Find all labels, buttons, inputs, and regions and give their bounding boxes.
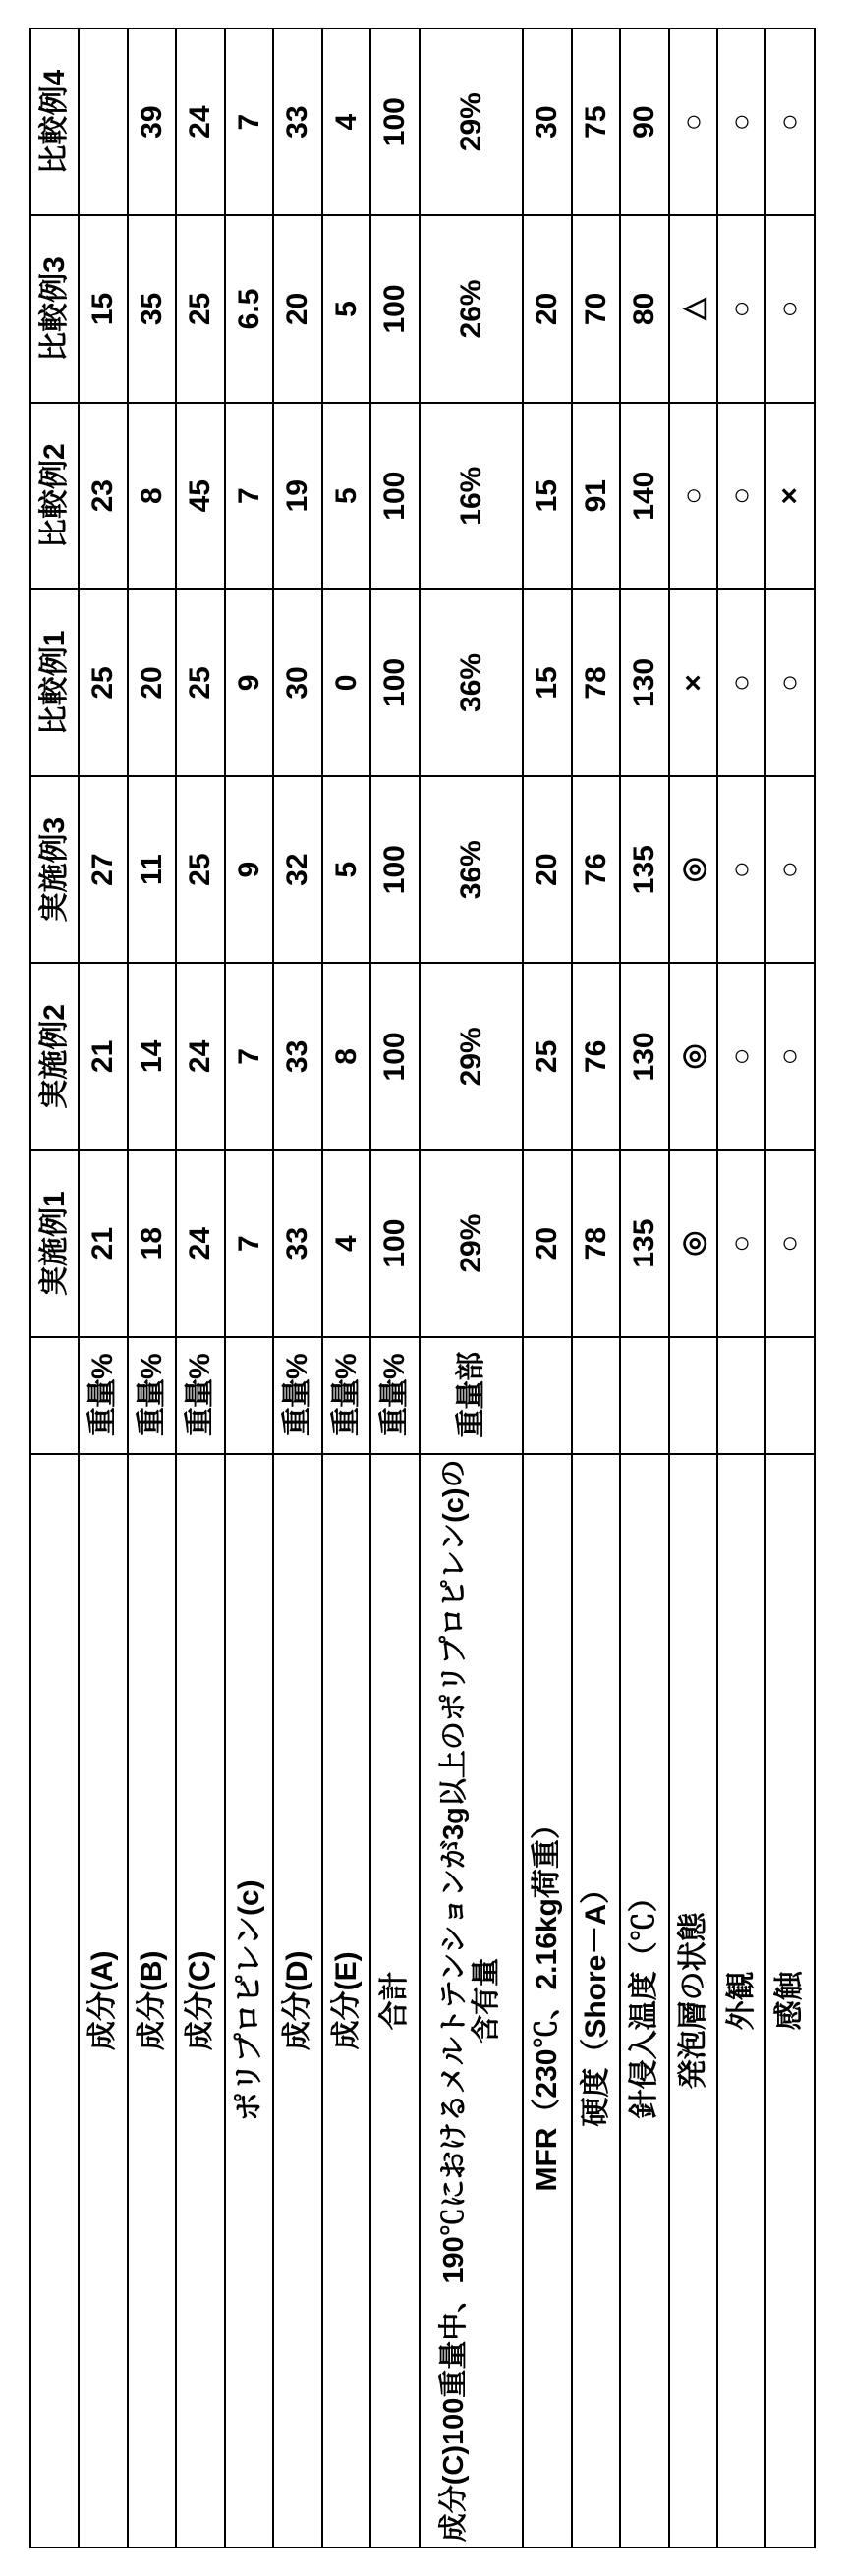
cell: 7 (225, 28, 273, 215)
rating-symbol: ○ (765, 215, 815, 402)
row-unit: 重量% (79, 1337, 127, 1454)
rating-symbol: ○ (765, 589, 815, 776)
column-header-example-3: 実施例3 (30, 776, 79, 963)
row-unit: 重量% (370, 1337, 419, 1454)
row-unit: 重量% (322, 1337, 370, 1454)
cell: 76 (572, 776, 620, 963)
table-row (273, 28, 321, 2548)
cell: 20 (273, 215, 321, 402)
cell: 27 (79, 776, 127, 963)
row-label: ポリプロピレン(c) (225, 1454, 273, 2548)
cell: 45 (176, 403, 224, 589)
cell: 0 (322, 589, 370, 776)
cell: 5 (322, 403, 370, 589)
rating-symbol: ○ (765, 1150, 815, 1337)
cell: 39 (128, 28, 176, 215)
row-unit: 重量% (128, 1337, 176, 1454)
cell: 30 (273, 589, 321, 776)
row-label: 外観 (717, 1454, 765, 2548)
rating-symbol: △ (669, 215, 717, 402)
cell: 33 (273, 963, 321, 1149)
cell: 91 (572, 403, 620, 589)
rating-symbol: ○ (669, 403, 717, 589)
rating-symbol: ○ (765, 776, 815, 963)
row-label: 成分(A) (79, 1454, 127, 2548)
cell: 130 (620, 963, 668, 1149)
cell: 4 (322, 1150, 370, 1337)
table-header-row (30, 28, 79, 2548)
table-row (225, 28, 273, 2548)
row-label: 硬度（Shore－A） (572, 1454, 620, 2548)
cell: 130 (620, 589, 668, 776)
cell: 36% (420, 589, 523, 776)
rating-symbol: ○ (717, 1150, 765, 1337)
table-row-foam-state (669, 28, 717, 2548)
cell: 75 (572, 28, 620, 215)
cell: 100 (370, 215, 419, 402)
cell: 80 (620, 215, 668, 402)
row-label: 成分(C)100重量中、190℃におけるメルトテンションが3g以上のポリプロピレン(c)の含有量 (420, 1454, 523, 2548)
row-unit (225, 1337, 273, 1454)
cell: 6.5 (225, 215, 273, 402)
row-label: 感触 (765, 1454, 815, 2548)
row-unit (765, 1337, 815, 1454)
rating-symbol: ◎ (669, 963, 717, 1149)
row-label: MFR（230℃、2.16kg荷重） (523, 1454, 571, 2548)
cell: 25 (176, 215, 224, 402)
cell: 70 (572, 215, 620, 402)
cell: 100 (370, 28, 419, 215)
rating-symbol: × (669, 589, 717, 776)
rating-symbol: ○ (717, 963, 765, 1149)
cell: 9 (225, 776, 273, 963)
cell: 140 (620, 403, 668, 589)
cell: 20 (523, 776, 571, 963)
cell: 78 (572, 589, 620, 776)
cell: 25 (176, 776, 224, 963)
cell: 29% (420, 28, 523, 215)
cell: 9 (225, 589, 273, 776)
cell: 18 (128, 1150, 176, 1337)
cell: 15 (523, 403, 571, 589)
cell: 100 (370, 589, 419, 776)
row-label: 成分(D) (273, 1454, 321, 2548)
column-header-comparative-1: 比較例1 (30, 589, 79, 776)
cell: 33 (273, 1150, 321, 1337)
cell: 23 (79, 403, 127, 589)
cell: 15 (523, 589, 571, 776)
column-header-comparative-2: 比較例2 (30, 403, 79, 589)
rating-symbol: ○ (717, 776, 765, 963)
cell: 33 (273, 28, 321, 215)
rating-symbol: × (765, 403, 815, 589)
column-header-example-1: 実施例1 (30, 1150, 79, 1337)
cell: 100 (370, 776, 419, 963)
row-unit: 重量% (273, 1337, 321, 1454)
cell: 100 (370, 1150, 419, 1337)
row-label: 発泡層の状態 (669, 1454, 717, 2548)
row-label: 針侵入温度（℃） (620, 1454, 668, 2548)
row-unit (620, 1337, 668, 1454)
cell (79, 28, 127, 215)
rating-symbol: ○ (669, 28, 717, 215)
cell: 100 (370, 403, 419, 589)
row-unit: 重量部 (420, 1337, 523, 1454)
rating-symbol: ◎ (669, 1150, 717, 1337)
cell: 8 (322, 963, 370, 1149)
cell: 21 (79, 963, 127, 1149)
column-header-comparative-3: 比較例3 (30, 215, 79, 402)
cell: 100 (370, 963, 419, 1149)
column-header-example-2: 実施例2 (30, 963, 79, 1149)
cell: 24 (176, 963, 224, 1149)
table-row-needle-penetration (620, 28, 668, 2548)
cell: 30 (523, 28, 571, 215)
cell: 29% (420, 1150, 523, 1337)
patent-data-table (29, 28, 816, 2548)
table-row (128, 28, 176, 2548)
cell: 135 (620, 1150, 668, 1337)
table-row (322, 28, 370, 2548)
cell: 14 (128, 963, 176, 1149)
row-label: 合計 (370, 1454, 419, 2548)
cell: 25 (79, 589, 127, 776)
table-row-mfr (523, 28, 571, 2548)
rating-symbol: ○ (765, 963, 815, 1149)
cell: 5 (322, 215, 370, 402)
cell: 11 (128, 776, 176, 963)
rating-symbol: ○ (717, 28, 765, 215)
cell: 24 (176, 28, 224, 215)
row-unit (669, 1337, 717, 1454)
cell: 4 (322, 28, 370, 215)
cell: 21 (79, 1150, 127, 1337)
cell: 15 (79, 215, 127, 402)
rating-symbol: ◎ (669, 776, 717, 963)
header-blank-label (30, 1454, 79, 2548)
table-row (79, 28, 127, 2548)
cell: 76 (572, 963, 620, 1149)
cell: 7 (225, 403, 273, 589)
cell: 20 (523, 215, 571, 402)
cell: 36% (420, 776, 523, 963)
cell: 32 (273, 776, 321, 963)
cell: 35 (128, 215, 176, 402)
column-header-comparative-4: 比較例4 (30, 28, 79, 215)
cell: 26% (420, 215, 523, 402)
rating-symbol: ○ (717, 589, 765, 776)
cell: 78 (572, 1150, 620, 1337)
cell: 8 (128, 403, 176, 589)
cell: 20 (523, 1150, 571, 1337)
cell: 29% (420, 963, 523, 1149)
table-row-melt-tension (420, 28, 523, 2548)
cell: 7 (225, 963, 273, 1149)
header-blank-unit (30, 1337, 79, 1454)
cell: 19 (273, 403, 321, 589)
row-unit (717, 1337, 765, 1454)
rating-symbol: ○ (717, 403, 765, 589)
cell: 90 (620, 28, 668, 215)
rating-symbol: ○ (717, 215, 765, 402)
table-row-appearance (717, 28, 765, 2548)
row-label: 成分(C) (176, 1454, 224, 2548)
cell: 7 (225, 1150, 273, 1337)
row-unit: 重量% (176, 1337, 224, 1454)
cell: 135 (620, 776, 668, 963)
cell: 25 (523, 963, 571, 1149)
row-unit (572, 1337, 620, 1454)
cell: 24 (176, 1150, 224, 1337)
table-row-hardness (572, 28, 620, 2548)
table-row-total (370, 28, 419, 2548)
cell: 25 (176, 589, 224, 776)
cell: 20 (128, 589, 176, 776)
table-row (176, 28, 224, 2548)
table-row-touch (765, 28, 815, 2548)
row-unit (523, 1337, 571, 1454)
row-label: 成分(E) (322, 1454, 370, 2548)
cell: 16% (420, 403, 523, 589)
cell: 5 (322, 776, 370, 963)
row-label: 成分(B) (128, 1454, 176, 2548)
rating-symbol: ○ (765, 28, 815, 215)
